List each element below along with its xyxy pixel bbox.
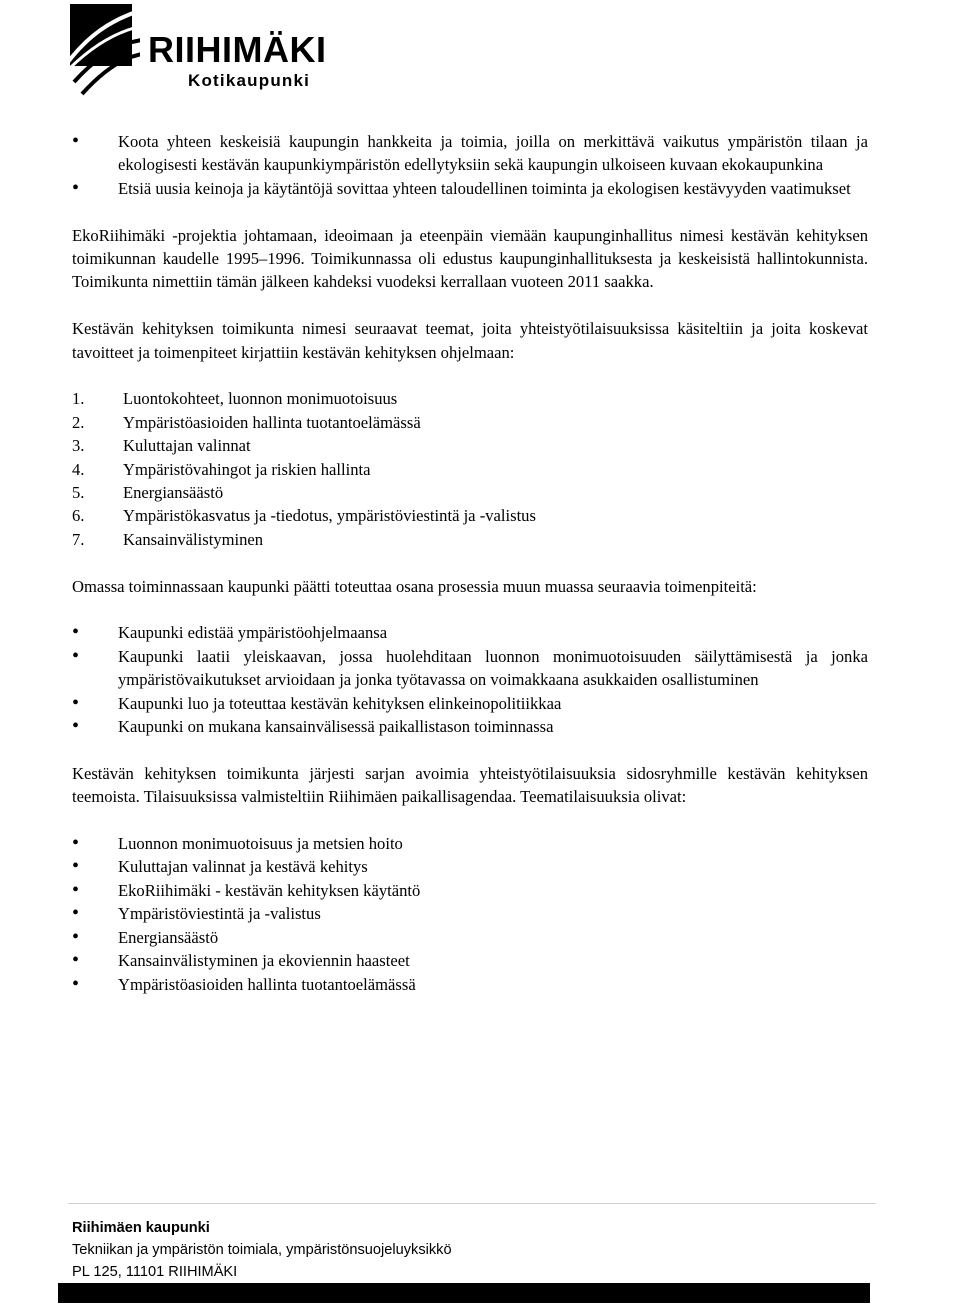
list-item: • EkoRiihimäki - kestävän kehityksen käytäntö: [72, 879, 868, 902]
list-item: • Kaupunki on mukana kansainvälisessä paikallistason toiminnassa: [72, 715, 868, 738]
list-item: • Ympäristöasioiden hallinta tuotantoelämässä: [72, 973, 868, 996]
intro-bullet-list: [72, 130, 868, 200]
list-item: 3. Kuluttajan valinnat: [72, 436, 251, 456]
list-item: 5. Energiansäästö: [72, 483, 224, 503]
list-item: 1. Luontokohteet, luonnon monimuotoisuus: [72, 389, 398, 409]
logo-wordmark: RIIHIMÄKI: [148, 29, 327, 70]
list-item: • Kaupunki laatii yleiskaavan, jossa huolehditaan luonnon monimuotoisuuden säilyttämisestä ja jonka ympäristövaikutukset arvioidaan ja jonka työtavassa on voimakkaana asukkaiden osallistuminen: [72, 645, 868, 692]
list-item: 4. Ympäristövahingot ja riskien hallinta: [72, 459, 371, 479]
footer-department: Tekniikan ja ympäristön toimiala, ympäristönsuojeluyksikkö: [72, 1242, 452, 1258]
list-item: • Energiansäästö: [72, 926, 868, 949]
footer-address: PL 125, 11101 RIIHIMÄKI: [72, 1264, 238, 1280]
footer-bar: [58, 1283, 870, 1303]
paragraph-themes: Kestävän kehityksen toimikunta nimesi seuraavat teemat, joita yhteistyötilaisuuksissa käsiteltiin ja joita koskevat tavoitteet ja toimenpiteet kirjattiin kestävän kehityksen ohjelmaan:: [72, 319, 868, 362]
document-body: [72, 130, 868, 996]
logo-tagline: Kotikaupunki: [188, 71, 311, 90]
events-bullet-list: [72, 832, 868, 996]
actions-bullet-list: [72, 621, 868, 738]
paragraph-ekoriihimaki: EkoRiihimäki -projektia johtamaan, ideoimaan ja eteenpäin viemään kaupunginhallitus nimesi kestävän kehityksen toimikunnan kaudelle 1995–1996. Toimikunnassa oli edustus kaupunginhallituksesta ja keskeisistä hallintokunnista. Toimikunta nimettiin tämän jälkeen kahdeksi vuodeksi kerrallaan vuoteen 2011 saakka.: [72, 225, 868, 292]
list-item: 7. Kansainvälistyminen: [72, 529, 264, 549]
list-item: • Kaupunki luo ja toteuttaa kestävän kehityksen elinkeinopolitiikkaa: [72, 692, 868, 715]
page-footer: [72, 1217, 452, 1283]
list-item: • Kansainvälistyminen ja ekoviennin haasteet: [72, 949, 868, 972]
footer-organization: Riihimäen kaupunki: [72, 1220, 210, 1236]
list-item: • Koota yhteen keskeisiä kaupungin hankkeita ja toimia, joilla on merkittävä vaikutus ympäristön tilaan ja ekologisesti kestävän kaupunkiympäristön edellytyksiin sekä kaupungin ulkoiseen kuvaan ekokaupunkina: [72, 130, 868, 177]
riihimaki-logo: [70, 4, 327, 96]
list-item: 2. Ympäristöasioiden hallinta tuotantoelämässä: [72, 412, 421, 432]
list-item: • Ympäristöviestintä ja -valistus: [72, 902, 868, 925]
list-item: • Luonnon monimuotoisuus ja metsien hoito: [72, 832, 868, 855]
list-item: 6. Ympäristökasvatus ja -tiedotus, ympäristöviestintä ja -valistus: [72, 506, 536, 526]
themes-numbered-list: [72, 387, 868, 551]
logo-mark-icon: [70, 4, 140, 96]
list-item: • Etsiä uusia keinoja ja käytäntöjä sovittaa yhteen taloudellinen toiminta ja ekologisen kestävyyden vaatimukset: [72, 177, 868, 200]
list-item: • Kaupunki edistää ympäristöohjelmaansa: [72, 621, 868, 644]
footer-divider: [68, 1203, 876, 1204]
list-item: • Kuluttajan valinnat ja kestävä kehitys: [72, 855, 868, 878]
paragraph-events: Kestävän kehityksen toimikunta järjesti sarjan avoimia yhteistyötilaisuuksia sidosryhmille kestävän kehityksen teemoista. Tilaisuuksissa valmisteltiin Riihimäen paikallisagendaa. Teematilaisuuksia olivat:: [72, 763, 868, 807]
paragraph-actions: Omassa toiminnassaan kaupunki päätti toteuttaa osana prosessia muun muassa seuraavia toimenpiteitä:: [72, 576, 757, 596]
